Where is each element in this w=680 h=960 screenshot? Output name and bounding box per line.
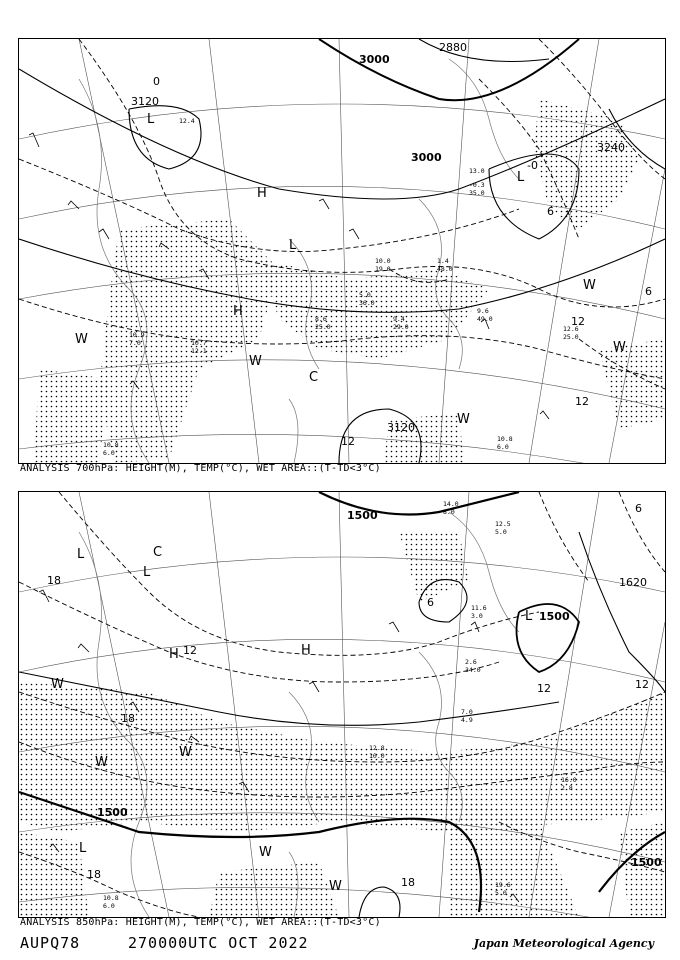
system-symbol: W xyxy=(179,745,192,760)
station-value: 19.6 xyxy=(495,881,511,889)
temp-label: 6 xyxy=(547,205,554,218)
station-value: 16.0 xyxy=(561,776,577,784)
contour-label: 1500 xyxy=(347,509,378,522)
station-value: 9.4 xyxy=(393,315,405,323)
station-value: 6.0 xyxy=(103,449,115,457)
map-panel-700hpa xyxy=(18,38,666,464)
station-value: 6.0 xyxy=(103,902,115,910)
map-850hpa-svg xyxy=(19,492,665,917)
temp-label: 6 xyxy=(645,285,652,298)
system-symbol: L xyxy=(79,841,87,856)
temp-label: 6 xyxy=(427,596,434,609)
station-value: 35.0 xyxy=(469,189,485,197)
system-symbol: C xyxy=(153,545,163,560)
station-value: 10.0 xyxy=(369,752,385,760)
temp-label: 18 xyxy=(121,712,135,725)
system-symbol: L xyxy=(525,609,533,624)
contour-label: 1500 xyxy=(631,856,662,869)
map-panel-850hpa xyxy=(18,491,666,918)
station-value: 10.8 xyxy=(103,894,119,902)
station-value: 10.0 xyxy=(375,257,391,265)
system-symbol: W xyxy=(583,278,596,293)
station-value: 7.0 xyxy=(461,708,473,716)
system-symbol: H xyxy=(233,304,243,319)
contour-label: 1500 xyxy=(97,806,128,819)
station-value: 2.8 xyxy=(561,784,573,792)
station-value: 49.0 xyxy=(477,315,493,323)
temp-label: 12 xyxy=(341,435,355,448)
system-symbol: W xyxy=(249,354,262,369)
system-symbol: L xyxy=(147,112,155,127)
station-value: 9.6 xyxy=(477,307,489,315)
station-value: 29.0 xyxy=(393,323,409,331)
station-value: 12.6 xyxy=(563,325,579,333)
temp-label: 18 xyxy=(47,574,61,587)
station-value: 19.0 xyxy=(375,265,391,273)
station-value: 12.8 xyxy=(369,744,385,752)
station-value: 14.0 xyxy=(443,500,459,508)
station-value: 34.0 xyxy=(465,666,481,674)
station-value: 5.0 xyxy=(495,528,507,536)
station-value: 25.0 xyxy=(563,333,579,341)
chart-code: AUPQ78 xyxy=(20,934,81,952)
station-value: 12.4 xyxy=(179,117,195,125)
station-value: 4.9 xyxy=(461,716,473,724)
station-value: 7.0 xyxy=(129,339,141,347)
system-symbol: W xyxy=(613,340,626,355)
temp-label: 12 xyxy=(635,678,649,691)
temp-label: -0 xyxy=(527,159,538,172)
station-value: 8.6 xyxy=(315,315,327,323)
panel-850-caption: ANALYSIS 850hPa: HEIGHT(M), TEMP(°C), WET AREA::(T-TD<3°C) xyxy=(20,917,381,928)
station-value: 25.0 xyxy=(315,323,331,331)
station-value: 48.0 xyxy=(437,265,453,273)
temp-label: 18 xyxy=(87,868,101,881)
panel-700-caption: ANALYSIS 700hPa: HEIGHT(M), TEMP(°C), WET AREA::(T-TD<3°C) xyxy=(20,463,381,474)
agency-name: Japan Meteorological Agency xyxy=(473,937,654,950)
station-value: 5.0 xyxy=(359,291,371,299)
system-symbol: L xyxy=(143,565,151,580)
system-symbol: H xyxy=(257,186,267,201)
temp-label: 12 xyxy=(571,315,585,328)
system-symbol: L xyxy=(77,547,85,562)
station-value: 12.1 xyxy=(191,347,207,355)
wet-area-stipple xyxy=(34,99,665,463)
station-value: 10.7 xyxy=(191,339,207,347)
wet-area-stipple xyxy=(19,532,665,917)
temp-label: 0 xyxy=(153,75,160,88)
temp-label: 6 xyxy=(635,502,642,515)
system-symbol: H xyxy=(169,647,179,662)
temp-label: 12 xyxy=(537,682,551,695)
station-value: 12.5 xyxy=(495,520,511,528)
station-value: 10.9 xyxy=(129,331,145,339)
station-value: 13.0 xyxy=(469,167,485,175)
contour-label: 3120 xyxy=(387,421,415,434)
station-value: 8.0 xyxy=(443,508,455,516)
map-700hpa-svg xyxy=(19,39,665,463)
system-symbol: W xyxy=(457,412,470,427)
system-symbol: W xyxy=(51,677,64,692)
station-value: 36.0 xyxy=(359,299,375,307)
temp-label: 12 xyxy=(183,644,197,657)
station-value: 6.0 xyxy=(497,443,509,451)
system-symbol: L xyxy=(517,170,525,185)
system-symbol: C xyxy=(309,370,319,385)
contour-label: 3000 xyxy=(411,151,442,164)
contour-label: 1500 xyxy=(539,610,570,623)
station-value: 2.6 xyxy=(465,658,477,666)
station-value: 11.6 xyxy=(471,604,487,612)
system-symbol: W xyxy=(329,879,342,894)
station-value: 1.4 xyxy=(437,257,449,265)
system-symbol: W xyxy=(75,332,88,347)
system-symbol: W xyxy=(95,755,108,770)
temp-label: 18 xyxy=(401,876,415,889)
system-symbol: H xyxy=(301,643,311,658)
contour-label: 2880 xyxy=(439,41,467,54)
contour-label: 3000 xyxy=(359,53,390,66)
temp-label: 12 xyxy=(575,395,589,408)
station-value: 10.8 xyxy=(103,441,119,449)
station-value: 10.8 xyxy=(497,435,513,443)
system-symbol: W xyxy=(259,845,272,860)
station-value: 5.0 xyxy=(495,889,507,897)
system-symbol: L xyxy=(289,238,297,253)
contour-label: 3240 xyxy=(597,141,625,154)
contour-label: 3120 xyxy=(131,95,159,108)
station-value: -0.3 xyxy=(469,181,485,189)
analysis-datetime: 270000UTC OCT 2022 xyxy=(128,934,309,952)
station-value: 3.0 xyxy=(471,612,483,620)
contour-label: 1620 xyxy=(619,576,647,589)
